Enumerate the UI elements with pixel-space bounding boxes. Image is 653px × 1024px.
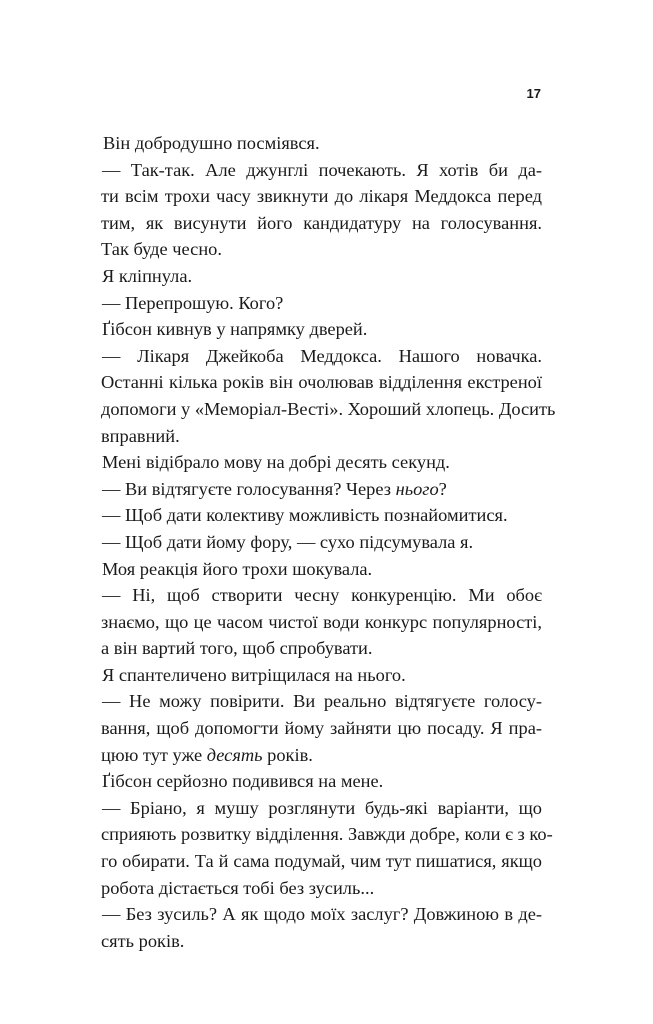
page-number: 17 bbox=[526, 86, 541, 101]
text-run: ? bbox=[438, 478, 447, 499]
text-line: Ґібсон кивнув у напрямку дверей. bbox=[102, 319, 368, 340]
text-line: вання, щоб допомогти йому зайняти цю посаду. Я пра- bbox=[101, 718, 542, 739]
text-line: — Перепрошую. Кого? bbox=[102, 292, 284, 313]
text-line: Останні кілька років він очолював відділення екстреної bbox=[101, 372, 542, 393]
text-line: — Без зусиль? А як щодо моїх заслуг? Довжиною в де- bbox=[102, 904, 542, 925]
text-line: а він вартий того, щоб спробувати. bbox=[101, 638, 373, 659]
text-line: — Так-так. Але джунглі почекають. Я хотів би да- bbox=[102, 159, 542, 180]
text-line: Так буде чесно. bbox=[101, 239, 222, 260]
text-line: Я кліпнула. bbox=[102, 265, 193, 286]
text-line: ти всім трохи часу звикнути до лікаря Меддокса перед bbox=[101, 186, 542, 207]
text-line: Ґібсон серйозно подивився на мене. bbox=[102, 771, 384, 792]
text-line: Моя реакція його трохи шокувала. bbox=[102, 558, 373, 579]
text-line-mixed bbox=[101, 742, 542, 769]
text-run: років. bbox=[262, 744, 313, 765]
text-line: робота дістається тобі без зусиль... bbox=[101, 877, 375, 898]
text-line: вправний. bbox=[101, 425, 180, 446]
text-line: — Щоб дати йому фору, — сухо підсумувала я. bbox=[102, 531, 474, 552]
text-run: цюю тут уже bbox=[101, 744, 207, 765]
emphasis-text: нього bbox=[395, 478, 439, 499]
text-run: — Ви відтягуєте голосування? Через bbox=[102, 478, 396, 499]
text-line: — Ні, щоб створити чесну конкуренцію. Ми обоє bbox=[102, 585, 542, 606]
text-line: го обирати. Та й сама подумай, чим тут пишатися, якщо bbox=[101, 851, 542, 872]
text-line: сприяють розвитку відділення. Завжди добре, коли є з ко- bbox=[101, 824, 553, 845]
text-line: допомоги у «Меморіал-Весті». Хороший хлопець. Досить bbox=[101, 398, 556, 419]
text-line: Він добродушно посміявся. bbox=[103, 133, 320, 153]
emphasis-text: десять bbox=[206, 744, 263, 765]
text-line: Мені відібрало мову на добрі десять секунд. bbox=[102, 452, 450, 473]
text-line-mixed bbox=[102, 476, 542, 503]
text-line: знаємо, що це часом чистої води конкурс популярності, bbox=[101, 611, 542, 632]
text-line: Я спантеличено витріщилася на нього. bbox=[102, 664, 406, 685]
text-line: — Лікаря Джейкоба Меддокса. Нашого новачка. bbox=[102, 345, 542, 366]
text-line: — Щоб дати колективу можливість познайомитися. bbox=[102, 505, 508, 526]
text-line: — Бріано, я мушу розглянути будь-які варіанти, що bbox=[102, 797, 542, 818]
body-text bbox=[101, 130, 556, 954]
text-line: — Не можу повірити. Ви реально відтягуєте голосу- bbox=[102, 691, 542, 712]
text-line: сять років. bbox=[101, 930, 185, 951]
text-line: тим, як висунути його кандидатуру на голосування. bbox=[101, 212, 542, 233]
